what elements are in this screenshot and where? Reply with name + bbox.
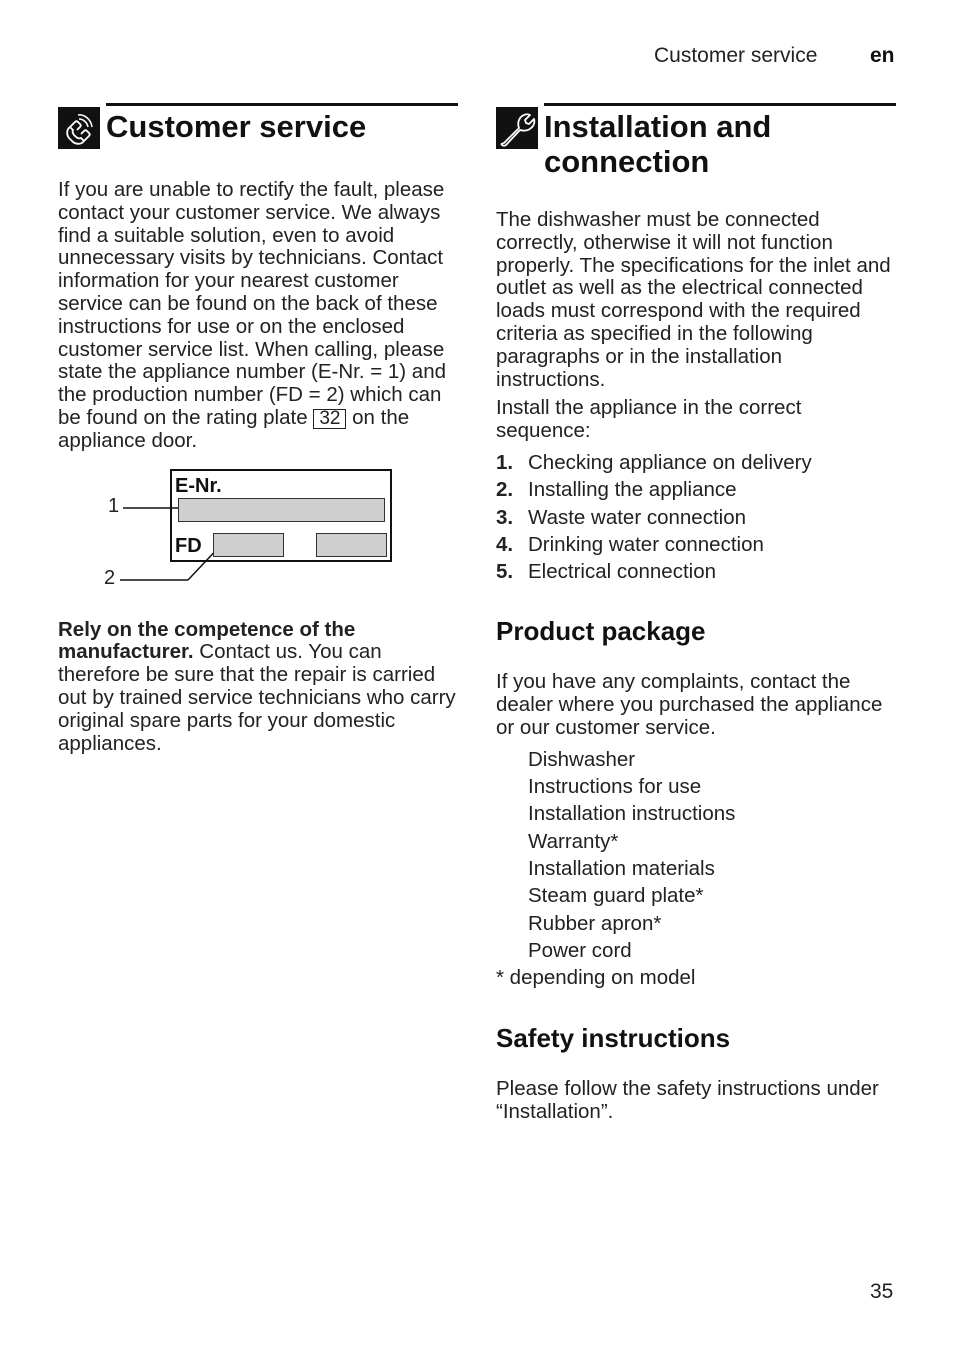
step-number: 3. (496, 505, 514, 529)
list-item: Power cord (528, 938, 632, 962)
list-item (496, 476, 896, 503)
safety-instructions-heading: Safety instructions (496, 1023, 731, 1054)
competence-text: Contact us. You can therefore be sure that the repair is carried out by trained service technicians who carry original spare parts for your domestic appliances. (58, 640, 456, 755)
step-label: Electrical connection (528, 560, 717, 584)
callout-number-2: 2 (104, 566, 116, 589)
list-item (496, 504, 896, 531)
step-number: 4. (496, 532, 514, 556)
list-item: Installation materials (528, 857, 715, 881)
rating-plate (170, 469, 392, 562)
installation-intro: The dishwasher must be connected correctly, otherwise it will not function properly. The specifications for the inlet and outlet as well as the electrical connected loads must correspond with the required criteria as specified in the following paragraphs or in the installation instructions. (496, 208, 891, 391)
title-line-2: connection (544, 144, 710, 179)
customer-service-section (58, 103, 458, 755)
list-item: Installation instructions (528, 802, 736, 826)
heading-rule (544, 103, 896, 106)
enr-field (178, 498, 385, 522)
section-title (496, 103, 896, 179)
list-item: Instructions for use (528, 775, 702, 799)
competence-lead: Rely on the competence of the manufacturer. (58, 617, 356, 664)
list-item: Rubber apron* (528, 911, 662, 935)
list-item (496, 449, 896, 476)
page-number: 35 (870, 1280, 894, 1303)
rating-plate-figure (58, 469, 458, 599)
installation-section (496, 103, 896, 1124)
rating-plate-reference: 32 (313, 409, 346, 429)
installation-heading (496, 103, 896, 179)
step-number: 2. (496, 478, 514, 502)
wrench-icon (496, 107, 538, 149)
fd-label: FD (175, 534, 202, 557)
callout-number-1: 1 (108, 494, 120, 517)
product-package-intro: If you have any complaints, contact the dealer where you purchased the appliance or our customer service. (496, 670, 883, 740)
running-header-language: en (870, 44, 895, 67)
intro-text-end: on the appliance door. (58, 405, 410, 452)
customer-service-heading (58, 103, 458, 144)
list-item: Dishwasher (528, 747, 636, 771)
list-item: Steam guard plate* (528, 884, 704, 908)
customer-service-intro (58, 179, 458, 453)
fd-field-right (316, 533, 387, 557)
page-title: Customer service (106, 109, 367, 144)
step-label: Drinking water connection (528, 532, 764, 556)
sequence-intro: Install the appliance in the correct sequence: (496, 396, 802, 443)
product-package-items (496, 746, 896, 964)
step-number: 5. (496, 560, 514, 584)
step-number: 1. (496, 450, 514, 474)
phone-icon (58, 107, 100, 149)
model-footnote: * depending on model (496, 966, 696, 990)
step-label: Waste water connection (528, 505, 747, 529)
manufacturer-competence-paragraph (58, 619, 458, 756)
list-item: Warranty* (528, 829, 619, 853)
step-label: Checking appliance on delivery (528, 450, 812, 474)
fd-field-left (213, 533, 284, 557)
running-header-section: Customer service (654, 44, 818, 67)
enr-label: E-Nr. (175, 474, 222, 497)
product-package-heading: Product package (496, 616, 706, 647)
list-item (496, 531, 896, 558)
step-label: Installing the appliance (528, 478, 737, 502)
installation-steps (496, 449, 896, 585)
intro-text: If you are unable to rectify the fault, please contact your customer service. We always find a suitable solution, even to avoid unnecessary visits by technicians. Contact information for your nearest customer service can be found on the back of these instructions for use or on the enclosed customer service list. When calling, please state the appliance number (E-Nr. = 1) and the production number (FD = 2) which can be found on the rating plate (58, 178, 447, 429)
heading-rule (106, 103, 458, 106)
list-item (496, 558, 896, 585)
safety-instructions-text: Please follow the safety instructions under “Installation”. (496, 1077, 879, 1123)
title-line-1: Installation and (544, 109, 772, 144)
